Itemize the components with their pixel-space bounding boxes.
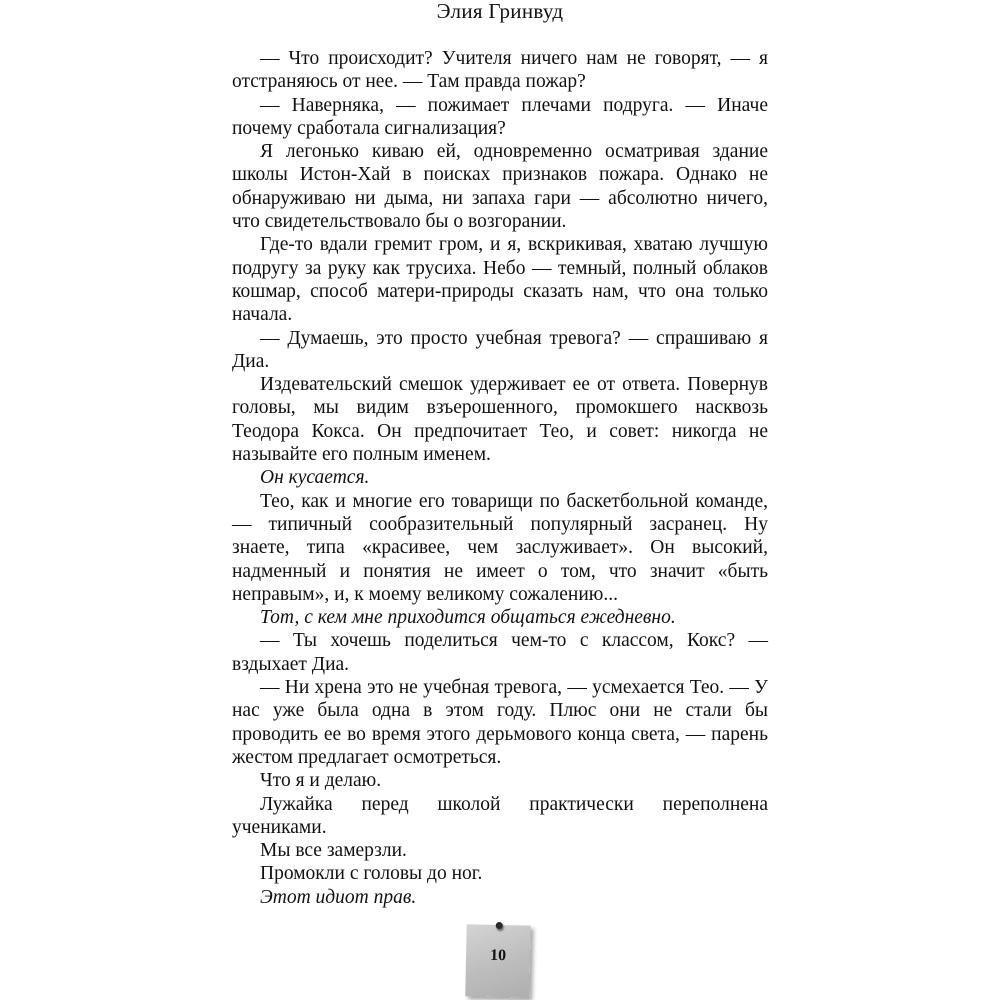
paragraph: — Что происходит? Учителя ничего нам не говорят, — я отстраняюсь от нее. — Там правда пожар? xyxy=(232,48,768,93)
paragraph: — Думаешь, это просто учебная тревога? — спрашиваю я Диа. xyxy=(232,327,768,372)
paragraph-italic: Он кусается. xyxy=(260,467,370,489)
paragraph: — Наверняка, — пожимает плечами подруга. — Иначе почему сработала сигнализация? xyxy=(232,94,768,139)
running-head-author: Элия Гринвуд xyxy=(436,0,564,23)
paragraph: Я легонько киваю ей, одновременно осматривая здание школы Истон-Хай в поисках признаков пожара. Однако не обнаруживаю ни дыма, ни запаха гари — абсолютно ничего, что свидетельствовало бы о возгорании. xyxy=(232,141,768,233)
paragraph: — Ни хрена это не учебная тревога, — усмехается Тео. — У нас уже была одна в этом году. Плюс они не стали бы проводить ее во время этого дерьмового конца света, — парень жестом предлагает осмотреться. xyxy=(232,677,768,768)
paragraph: Издевательский смешок удерживает ее от ответа. Повернув головы, мы видим взъерошенного, промокшего насквозь Теодора Кокса. Он предпочитает Тео, и совет: никогда не называйте его полным именем. xyxy=(232,374,768,466)
page-number: 10 xyxy=(489,946,507,965)
paragraph-italic: Этот идиот прав. xyxy=(260,886,417,908)
paragraph: — Ты хочешь поделиться чем-то с классом, Кокс? — вздыхает Диа. xyxy=(232,630,768,675)
paragraph-italic: Тот, с кем мне приходится общаться ежедневно. xyxy=(260,607,676,629)
paragraph: Тео, как и многие его товарищи по баскетбольной команде, — типичный сообразительный популярный засранец. Ну знаете, типа «красивее, чем заслуживает». Он высокий, надменный и понятия не имеет о том, что значит «быть неправым», и, к моему великому сожалению... xyxy=(232,490,768,605)
paragraph: Промокли с головы до ног. xyxy=(260,863,483,885)
paragraph: Что я и делаю. xyxy=(260,770,382,792)
pushpin-icon xyxy=(496,922,503,929)
paragraph: Лужайка перед школой практически переполнена учениками. xyxy=(232,793,768,838)
paragraph: Мы все замерзли. xyxy=(260,840,407,862)
paragraph: Где-то вдали гремит гром, и я, вскрикивая, хватаю лучшую подругу за руку как трусиха. Небо — темный, полный облаков кошмар, способ матери-природы сказать нам, что она только начала. xyxy=(232,234,768,326)
body-text xyxy=(232,47,768,909)
page-number-note xyxy=(465,924,530,997)
